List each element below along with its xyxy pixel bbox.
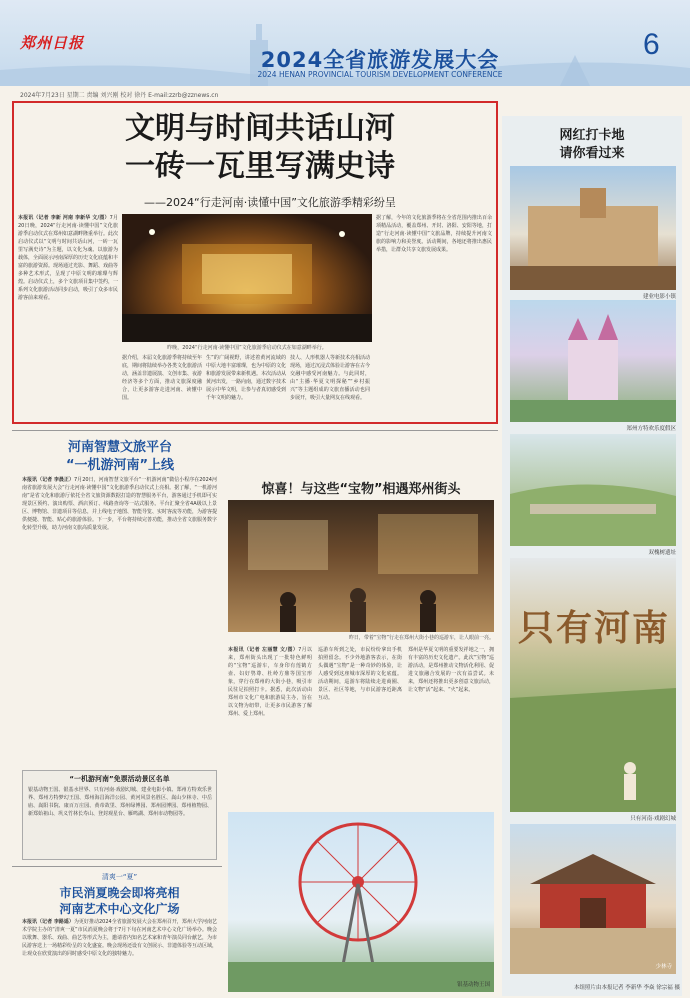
lead-photo-caption: 昨晚，2024“行走河南·读懂中国”文化旅游季启动仪式在如意湖畔举行。 xyxy=(167,345,327,351)
sidebar-title-line2: 请你看过来 xyxy=(559,146,625,161)
street-scene-illustration xyxy=(228,500,494,632)
only-henan-sign: 只有河南 xyxy=(517,607,670,649)
story-two-headline-line2: “一机游河南”上线 xyxy=(65,458,175,473)
story-four-column-3: 郑州是华夏文明的重要发祥地之一，拥有丰富的历史文化遗产。此次“宝物”巡游活动，是郑州推动文物活化利用、促进文旅融合发展的一次有益尝试。未来，郑州还将推出更多创意文旅活动，让文物“活”起来、“火”起来。 xyxy=(408,647,494,693)
lead-column-5: 据了解，今年的文化旅游季将在全省范围内推出百余项精品活动，覆盖郑州、开封、洛阳、安阳等地，打造“行走河南·读懂中国”文旅品牌，持续提升河南文旅的影响力和美誉度。活动期间，各地还将推出惠民举措，让群众共享文旅发展成果。 xyxy=(376,215,492,253)
movie-town-label: 建业电影小镇 xyxy=(642,294,676,300)
story-two-headline-line1: 河南智慧文旅平台 xyxy=(67,440,172,455)
conference-title: 2024全省旅游发展大会 xyxy=(260,48,500,72)
story-two-text: 7月20日，河南智慧文旅平台“一机游河南”微信小程序在2024河南省旅游发展大会“行走河南·读懂中国”文化旅游季启动仪式上亮相。据了解，“一机游河南”是省文化和旅游厅依托全省文旅资源数据打造的智慧服务平台，游客通过手机即可实现景区预约、演出购票、酒店预订、线路查询等一站式服务。平台汇聚全省4A级以上景区、博物馆、非遗项目等信息，并上线电子地图、智能导览、实时客流等功能，为游客提供便捷、智能、贴心的旅游体验。下一步，平台将持续完善功能，推动全省文旅服务数字化转型升级，助力河南文旅高质量发展。 xyxy=(22,477,217,531)
sidebar-title-line1: 网红打卡地 xyxy=(559,128,625,143)
site-illustration xyxy=(510,434,676,546)
story-three-kicker: 清爽一“夏” xyxy=(101,873,138,881)
castle-illustration xyxy=(510,300,676,422)
story-three-byline: 本报讯（记者 李路遥） xyxy=(22,919,74,925)
dateline: 2024年7月23日 星期二 责编 刘兴刚 校对 徐丹 E-mail:zzrb@zznews.cn xyxy=(20,92,219,99)
fantawild-label: 郑州方特欢乐度假区 xyxy=(626,426,676,432)
story-four-column-1 xyxy=(228,646,312,806)
story-three-body xyxy=(22,918,217,992)
lead-headline-line2: 一砖一瓦里写满史诗 xyxy=(125,149,395,184)
story-three-headline-line1: 市民消夏晚会即将亮相 xyxy=(59,886,180,900)
sign-illustration xyxy=(510,558,676,812)
section-divider xyxy=(12,430,498,431)
name-list-body: 银基动物王国、银基水世界、只有河南·戏剧幻城、建业电影小镇、郑州方特欢乐世界、郑州方特梦幻王国、郑州海昌海洋公园、黄河风景名胜区、嵩山少林寺、中岳庙、嵩阳书院、康百万庄园、黄帝故里、郑州绿博园、郑州园博园、郑州植物园、新郑始祖山、巩义竹林长寿山、登封观星台、雁鸣湖、郑州市动物园等。 xyxy=(28,787,212,817)
lead-column-1 xyxy=(18,214,118,419)
story-three-text: 为更好推动2024全省旅游发展大会在郑州召开，郑州大学河南艺术学院主办的“清爽一夏”市民消夏晚会将于7月下旬在河南艺术中心文化广场举办。晚会以歌舞、器乐、戏曲、曲艺等形式为主，邀请省内知名艺术家和青年演员同台献艺，为市民游客送上一场精彩纷呈的文化盛宴。晚会现场还设有文创展示、非遗体验等互动区域，让观众在欣赏演出的同时感受中原文化的独特魅力。 xyxy=(22,919,217,957)
zoo-label: 银基动物王国 xyxy=(456,982,490,988)
story-four-col1-text: 7月以来，郑州街头出现了一批特色鲜明的“宝物”巡游车，车身印有莲鹤方壶、妇好鸮尊、杜岭方鼎等国宝形象，穿行在郑州的大街小巷，吸引市民驻足拍照打卡。据悉，此次活动由郑州市文化广电和旅游局主办，旨在以文物为纽带，让更多市民游客了解郑州、爱上郑州。 xyxy=(228,647,312,717)
movie-town-illustration xyxy=(510,166,676,290)
conference-subtitle: 2024 HENAN PROVINCIAL TOURISM DEVELOPMENT CONFERENCE xyxy=(257,70,503,79)
movie-town-photo xyxy=(510,166,676,290)
shuanghuaishu-label: 双槐树遗址 xyxy=(648,550,676,556)
street-photo xyxy=(228,500,494,632)
story-four-headline: 惊喜！与这些“宝物”相遇郑州街头 xyxy=(261,482,461,497)
stage-illustration xyxy=(122,214,372,342)
lead-column-2: 据介绍，本届文化旅游季将持续至年底，期间将陆续举办各类文化旅游活动，涵盖非遗展演、文创市集、夜游经济等多个方面，推动文旅深度融合，让更多游客走进河南、读懂中国。 xyxy=(122,355,202,401)
story-four-column-2: 巡游车所到之处，市民纷纷拿出手机拍照留念。不少外地游客表示，在街头偶遇“宝物”是一种奇妙的体验，让人感受到这座城市深厚的文化底蕴。活动期间，巡游车将陆续走进商圈、景区、社区等地，与市民游客近距离互动。 xyxy=(318,647,402,701)
lead-byline: 本报讯（记者 李新 河南 李新华 文/图） xyxy=(18,215,110,221)
photo-credit: 本组照片由本报记者 李新华 李焱 徐宗福 摄 xyxy=(574,985,680,991)
temple-illustration xyxy=(510,824,676,974)
lead-column-3: 生”的广阔视野，讲述着黄河流域的中原大地丰富璀璨，也为中原的文化和旅游发展带来新机遇。本次活动从黄河出发，一路向南，通过数字技术展示中华文明，让参与者真切感受到千年文明的魅力。 xyxy=(206,355,286,401)
lead-column-4: 技人、人形机器人等新技术亮相活动现场，通过沉浸式体验让游客在古今交融中感受河南魅力。与此同时，由“主播·华夏文明探秘”“乡村振兴”等主题组成的文旅直播活动也同步展开，吸引大量网友在线观看。 xyxy=(290,355,370,401)
fantawild-photo xyxy=(510,300,676,422)
lead-subheadline: ——2024“行走河南·读懂中国”文化旅游季精彩纷呈 xyxy=(144,196,396,209)
page-number: 6 xyxy=(643,28,660,61)
shuanghuaishu-photo xyxy=(510,434,676,546)
only-henan-photo xyxy=(510,558,676,812)
story-three-headline-line2: 河南艺术中心文化广场 xyxy=(59,902,180,916)
lead-col1-text: 7月20日晚，2024“行走河南·读懂中国”文化旅游季启动仪式在郑州如意湖畔隆重举行。此次启动仪式以“文明与时间共话山河，一砖一瓦里写满史诗”为主题，以文化为魂、以旅游为载体，全面展示河南深厚的历史文化底蕴和丰富的旅游资源。现场通过光影、舞蹈、戏曲等多种艺术形式，呈现了中原文明的璀璨与辉煌。启动仪式上，多个文旅项目集中签约，一系列文化旅游活动同步启动，吸引了众多市民游客前来观看。 xyxy=(18,215,118,301)
ferris-wheel-illustration xyxy=(228,812,494,992)
story-two-byline: 本报讯（记者 李晨正） xyxy=(22,477,74,483)
lead-headline-line1: 文明与时间共话山河 xyxy=(125,111,395,146)
shaolin-label: 少林寺 xyxy=(655,964,672,970)
zoo-photo xyxy=(228,812,494,992)
only-henan-label: 只有河南·戏剧幻城 xyxy=(630,816,676,822)
shaolin-photo xyxy=(510,824,676,974)
name-list-title: “一机游河南”免票活动景区名单 xyxy=(69,775,170,783)
story-four-byline: 本报讯（记者 左丽慧 文/图） xyxy=(228,647,299,653)
lead-photo xyxy=(122,214,372,342)
story-two-body xyxy=(22,476,217,762)
section-divider-2 xyxy=(12,866,222,867)
street-photo-caption: 昨日，带着“宝物”行走在郑州大街小巷的巡游车，让人眼前一亮。 xyxy=(348,635,494,641)
masthead-logo: 郑州日报 xyxy=(20,34,85,52)
